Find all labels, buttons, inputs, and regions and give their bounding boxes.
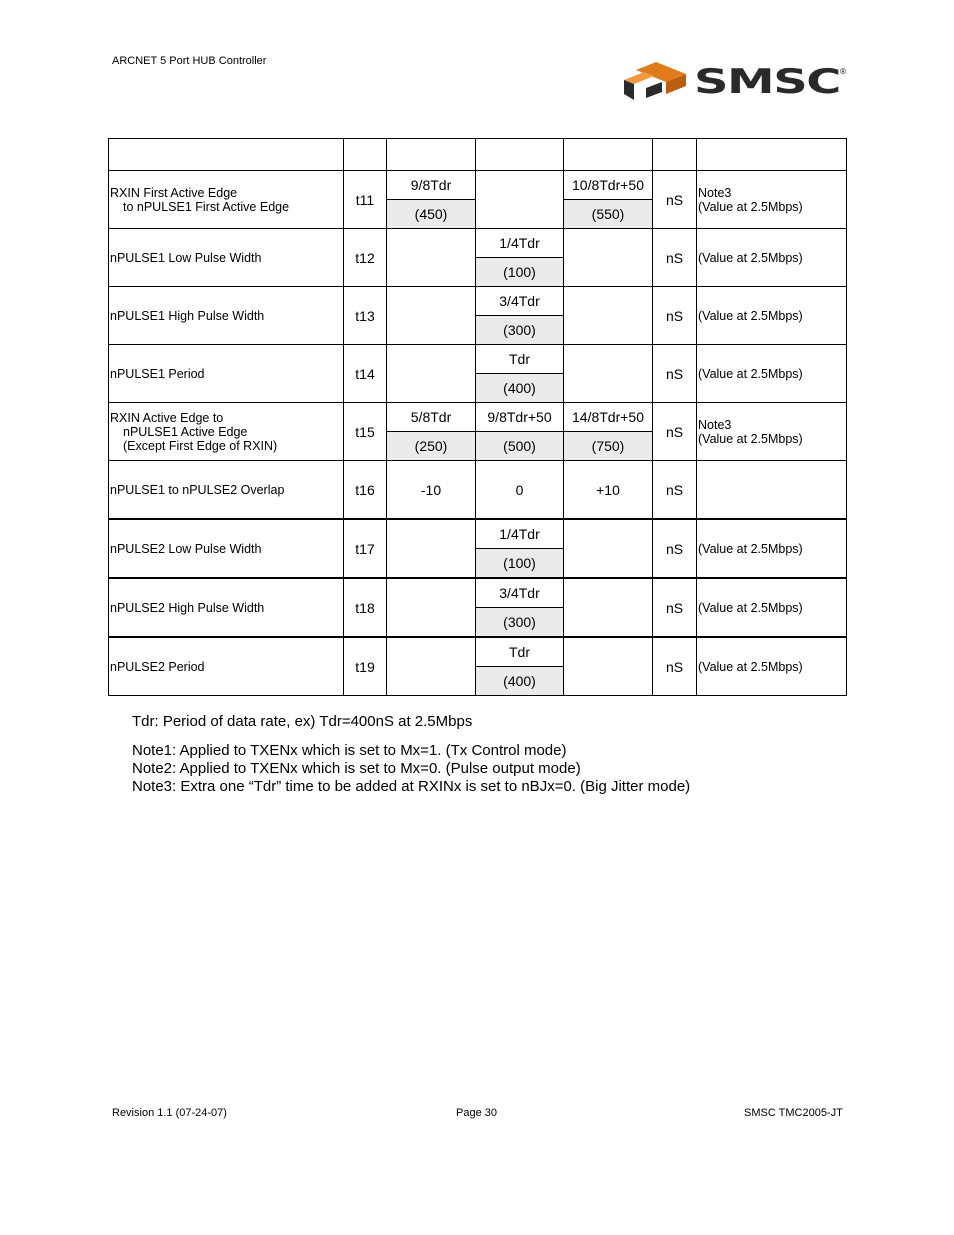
parameter-line: nPULSE2 Period — [110, 659, 205, 674]
unit-value: nS — [665, 599, 684, 616]
typ-cell — [476, 345, 564, 403]
min-value: (450) — [387, 200, 475, 228]
note-cell — [697, 519, 847, 578]
unit-value: nS — [665, 191, 684, 208]
typ-formula: 1/4Tdr — [476, 229, 563, 258]
note-cell — [697, 229, 847, 287]
parameter-cell — [109, 403, 344, 461]
note-line: (Value at 2.5Mbps) — [698, 431, 803, 446]
unit-value: nS — [665, 658, 684, 675]
typ-value: (400) — [476, 374, 563, 402]
note-cell — [697, 171, 847, 229]
header-cell — [697, 139, 847, 171]
typ-formula: Tdr — [476, 345, 563, 374]
typ-split — [476, 403, 563, 460]
min-cell — [387, 229, 476, 287]
typ-formula: 3/4Tdr — [476, 287, 563, 316]
symbol-value: t14 — [355, 365, 375, 382]
header-cell — [564, 139, 653, 171]
note-3: Note3: Extra one “Tdr” time to be added at RXINx is set to nBJx=0. (Big Jitter mode) — [132, 778, 691, 795]
unit-cell — [653, 287, 697, 345]
max-formula: 10/8Tdr+50 — [564, 171, 652, 200]
max-split — [564, 403, 652, 460]
note-line: (Value at 2.5Mbps) — [698, 541, 803, 556]
note-cell — [697, 403, 847, 461]
timing-table-body — [109, 139, 847, 696]
parameter-cell — [109, 229, 344, 287]
unit-value: nS — [665, 540, 684, 557]
parameter-line: nPULSE1 High Pulse Width — [110, 308, 265, 323]
unit-cell — [653, 345, 697, 403]
typ-value: (300) — [476, 608, 563, 636]
min-cell — [387, 461, 476, 520]
symbol-cell — [344, 578, 387, 637]
parameter-line: RXIN Active Edge to — [110, 410, 224, 425]
unit-cell — [653, 229, 697, 287]
typ-cell — [476, 578, 564, 637]
unit-value: nS — [665, 423, 684, 440]
parameter-cell — [109, 461, 344, 520]
typ-value: 0 — [515, 481, 524, 498]
typ-cell — [476, 229, 564, 287]
note-line: (Value at 2.5Mbps) — [698, 199, 803, 214]
symbol-value: t13 — [355, 307, 375, 324]
parameter-cell — [109, 345, 344, 403]
parameter-line: nPULSE2 Low Pulse Width — [110, 541, 262, 556]
unit-value: nS — [665, 365, 684, 382]
smsc-logo — [622, 62, 848, 104]
max-cell — [564, 345, 653, 403]
unit-cell — [653, 519, 697, 578]
footer-doc-id: SMSC TMC2005-JT — [744, 1107, 843, 1119]
typ-formula: 3/4Tdr — [476, 579, 563, 608]
symbol-value: t19 — [355, 658, 375, 675]
parameter-cell — [109, 637, 344, 696]
max-cell — [564, 403, 653, 461]
unit-cell — [653, 403, 697, 461]
table-row — [109, 171, 847, 229]
parameter-cell — [109, 171, 344, 229]
header-cell — [344, 139, 387, 171]
unit-cell — [653, 171, 697, 229]
symbol-cell — [344, 287, 387, 345]
typ-formula: 9/8Tdr+50 — [476, 403, 563, 432]
note-cell — [697, 345, 847, 403]
registered-mark: ® — [839, 67, 847, 76]
smsc-logo-icon — [622, 62, 848, 104]
brand-text: SMSC — [694, 62, 840, 102]
symbol-cell — [344, 345, 387, 403]
typ-value: (500) — [476, 432, 563, 460]
note-line: (Value at 2.5Mbps) — [698, 659, 803, 674]
min-cell — [387, 403, 476, 461]
max-cell — [564, 287, 653, 345]
note-line: Note3 — [698, 185, 732, 200]
typ-cell — [476, 519, 564, 578]
min-cell — [387, 637, 476, 696]
parameter-cell — [109, 519, 344, 578]
typ-formula: 1/4Tdr — [476, 520, 563, 549]
header-cell — [387, 139, 476, 171]
table-row — [109, 461, 847, 520]
symbol-value: t15 — [355, 423, 375, 440]
typ-split — [476, 345, 563, 402]
max-cell — [564, 578, 653, 637]
note-line: (Value at 2.5Mbps) — [698, 366, 803, 381]
footer-revision: Revision 1.1 (07-24-07) — [112, 1107, 227, 1119]
parameter-line: nPULSE1 Period — [110, 366, 205, 381]
unit-value: nS — [665, 249, 684, 266]
typ-formula: Tdr — [476, 638, 563, 667]
table-row — [109, 578, 847, 637]
symbol-value: t12 — [355, 249, 375, 266]
note-cell — [697, 461, 847, 520]
max-cell — [564, 171, 653, 229]
note-line: (Value at 2.5Mbps) — [698, 600, 803, 615]
parameter-cell — [109, 287, 344, 345]
min-split — [387, 403, 475, 460]
symbol-cell — [344, 171, 387, 229]
symbol-value: t16 — [355, 481, 375, 498]
parameter-line: nPULSE1 to nPULSE2 Overlap — [110, 482, 285, 497]
typ-cell — [476, 637, 564, 696]
table-row — [109, 519, 847, 578]
symbol-cell — [344, 229, 387, 287]
symbol-cell — [344, 519, 387, 578]
tdr-definition: Tdr: Period of data rate, ex) Tdr=400nS at 2.5Mbps — [132, 713, 473, 730]
min-value: -10 — [420, 481, 442, 498]
note-cell — [697, 287, 847, 345]
min-split — [387, 171, 475, 228]
symbol-value: t11 — [355, 191, 375, 208]
unit-cell — [653, 637, 697, 696]
note-line: Note3 — [698, 417, 732, 432]
parameter-line: (Except First Edge of RXIN) — [123, 438, 278, 453]
typ-value: (300) — [476, 316, 563, 344]
typ-split — [476, 287, 563, 344]
max-value: (750) — [564, 432, 652, 460]
typ-value: (100) — [476, 549, 563, 577]
table-row — [109, 287, 847, 345]
document-title: ARCNET 5 Port HUB Controller — [112, 55, 267, 67]
max-value: (550) — [564, 200, 652, 228]
min-cell — [387, 519, 476, 578]
max-value: +10 — [596, 481, 620, 498]
table-row — [109, 345, 847, 403]
max-cell — [564, 637, 653, 696]
note-cell — [697, 578, 847, 637]
notes-section — [132, 712, 690, 796]
typ-cell — [476, 171, 564, 229]
unit-value: nS — [665, 307, 684, 324]
note-cell — [697, 637, 847, 696]
header-cell — [476, 139, 564, 171]
parameter-line: nPULSE1 Low Pulse Width — [110, 250, 262, 265]
parameter-line: RXIN First Active Edge — [110, 185, 238, 200]
symbol-cell — [344, 637, 387, 696]
typ-split — [476, 520, 563, 577]
unit-cell — [653, 578, 697, 637]
min-formula: 5/8Tdr — [387, 403, 475, 432]
parameter-line: nPULSE1 Active Edge — [123, 424, 248, 439]
typ-split — [476, 579, 563, 636]
timing-table — [108, 138, 847, 696]
table-row — [109, 403, 847, 461]
header-cell — [109, 139, 344, 171]
min-formula: 9/8Tdr — [387, 171, 475, 200]
parameter-line: nPULSE2 High Pulse Width — [110, 600, 265, 615]
symbol-value: t17 — [355, 540, 375, 557]
footer-page-number: Page 30 — [456, 1107, 497, 1119]
typ-cell — [476, 403, 564, 461]
note-line: (Value at 2.5Mbps) — [698, 308, 803, 323]
min-cell — [387, 287, 476, 345]
min-cell — [387, 578, 476, 637]
symbol-cell — [344, 461, 387, 520]
symbol-value: t18 — [355, 599, 375, 616]
table-header-row — [109, 139, 847, 171]
min-cell — [387, 345, 476, 403]
min-cell — [387, 171, 476, 229]
max-formula: 14/8Tdr+50 — [564, 403, 652, 432]
table-row — [109, 229, 847, 287]
header-cell — [653, 139, 697, 171]
typ-split — [476, 638, 563, 695]
unit-cell — [653, 461, 697, 520]
parameter-line: to nPULSE1 First Active Edge — [123, 199, 290, 214]
parameter-cell — [109, 578, 344, 637]
max-cell — [564, 519, 653, 578]
typ-split — [476, 229, 563, 286]
max-split — [564, 171, 652, 228]
min-value: (250) — [387, 432, 475, 460]
typ-cell — [476, 461, 564, 520]
typ-cell — [476, 287, 564, 345]
unit-value: nS — [665, 481, 684, 498]
note-2: Note2: Applied to TXENx which is set to Mx=0. (Pulse output mode) — [132, 760, 581, 777]
typ-value: (100) — [476, 258, 563, 286]
max-cell — [564, 461, 653, 520]
max-cell — [564, 229, 653, 287]
typ-value: (400) — [476, 667, 563, 695]
note-line: (Value at 2.5Mbps) — [698, 250, 803, 265]
note-1: Note1: Applied to TXENx which is set to Mx=1. (Tx Control mode) — [132, 742, 567, 759]
symbol-cell — [344, 403, 387, 461]
table-row — [109, 637, 847, 696]
